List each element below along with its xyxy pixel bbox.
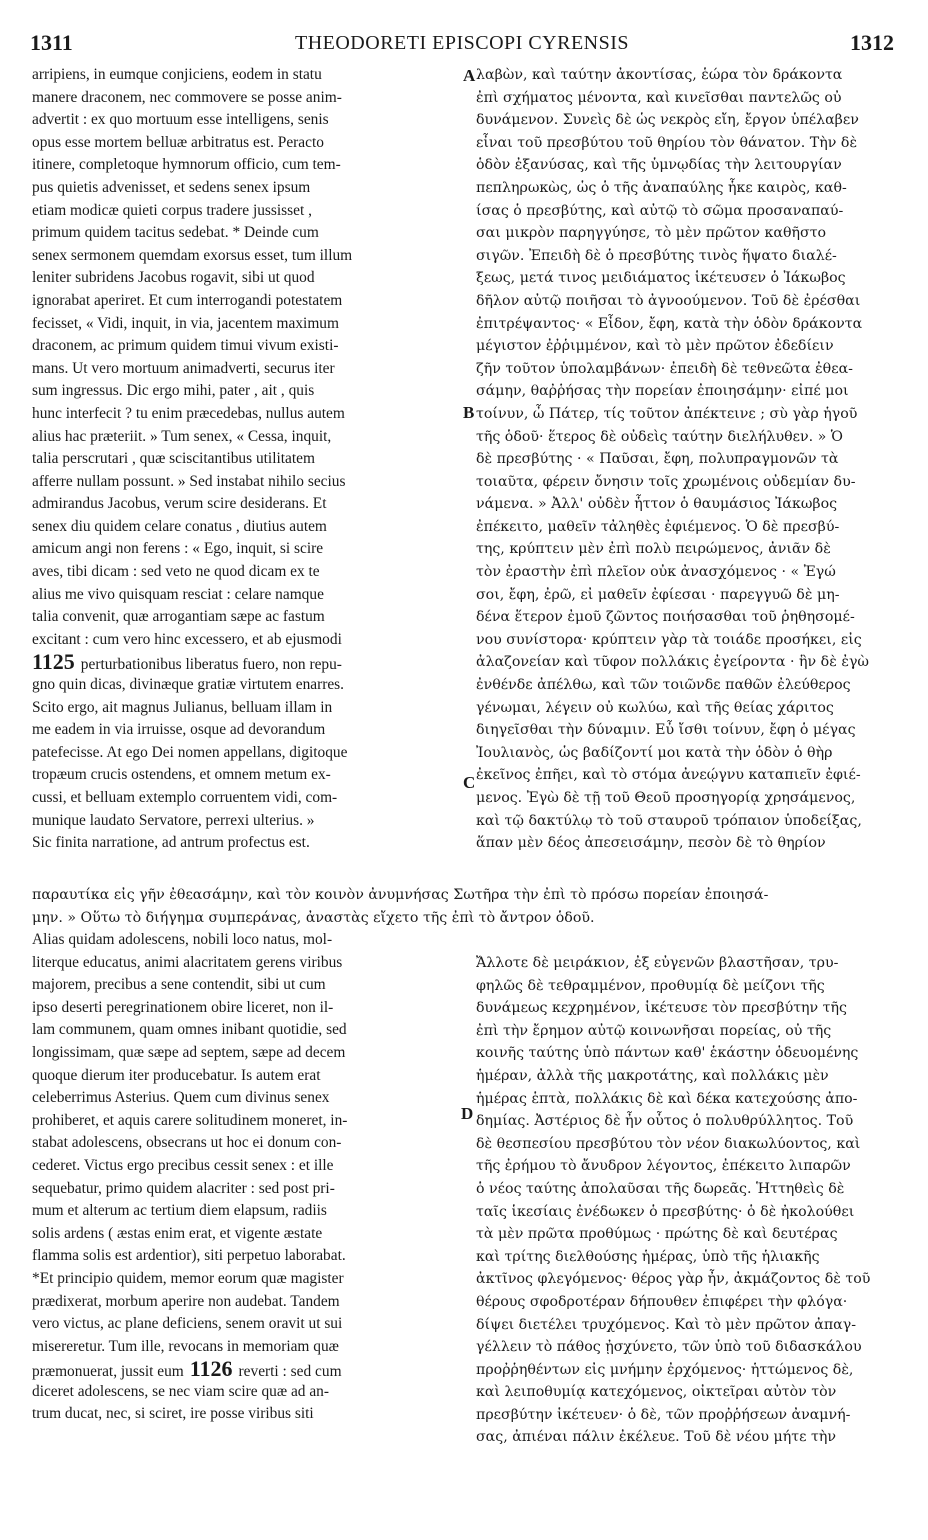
greek-line: ἡμέρας ἑπτὰ, πολλάκις δὲ καὶ δέκα κατεχούσης ἀπο- <box>476 1090 858 1107</box>
latin-column-bottom <box>32 929 460 1426</box>
latin-line: cussi, et belluam extemplo corruentem vidi, com- <box>32 789 338 806</box>
latin-line: *Et principio quidem, memor eorum quæ magister <box>32 1269 344 1287</box>
latin-line: talia perscrutari , quæ sciscitantibus utilitatem <box>32 450 315 468</box>
page-header <box>30 30 894 56</box>
greek-line: δένα ἕτερον ἐμοῦ ζῶντος ποιήσασθαι τοῦ ῥηθησομέ- <box>476 609 855 626</box>
latin-line: draconem, ac primum quidem timui vivum existi- <box>32 337 339 355</box>
greek-line: νάμενα. » Ἀλλ' οὐδὲν ἧττον ὁ θαυμάσιος Ἰάκωβος <box>476 496 838 513</box>
greek-line: Ἰουλιανὸς, ὡς βαδίζοντί μοι κατὰ τὴν ὁδὸν ὁ θὴρ <box>476 744 833 761</box>
running-title: THEODORETI EPISCOPI CYRENSIS <box>294 32 630 54</box>
greek-line: καὶ τρίτης διελθούσης ἡμέρας, ὑπὸ τῆς ἡλιακῆς <box>476 1248 820 1265</box>
latin-line: leniter subridens Jacobus rogavit, sibi ut quod <box>32 269 315 287</box>
latin-line: hunc interfecit ? tu enim præcedebas, nullus autem <box>32 404 345 422</box>
greek-line: τῆς ἐρήμου τὸ ἄνυδρον λέγοντος, ἐπέκειτο λιπαρῶν <box>476 1158 851 1175</box>
greek-line: ίσας ὁ πρεσβύτης, καὶ αὐτῷ τὸ σῶμα προσαναπαύ- <box>476 202 844 219</box>
latin-line: alius me vivo quisquam resciat : celare namque <box>32 585 324 603</box>
latin-line: Alias quidam adolescens, nobili loco natus, mol- <box>32 931 333 948</box>
greek-line: ἐπέκειτο, μαθεῖν τἀληθὲς ἐφιέμενος. Ὁ δὲ πρεσβύ- <box>476 518 840 535</box>
latin-line: quoque dierum iter producebatur. Is autem erat <box>32 1066 321 1084</box>
greek-line: μενος. Ἐγὼ δὲ τῇ τοῦ Θεοῦ προσηγορίᾳ χρησάμενος, <box>476 790 856 806</box>
latin-line: arripiens, in eumque conjiciens, eodem in statu <box>32 66 322 83</box>
latin-line: opus esse mortem belluæ arbitratus est. Peracto <box>32 133 324 151</box>
greek-line: σας, ἀπιέναι πάλιν ἐκέλευε. Τοῦ δὲ νέου μήτε τὴν <box>476 1429 836 1446</box>
latin-line: diceret adolescens, se nec viam scire quæ ad an- <box>32 1382 329 1400</box>
greek-line: εἶναι τοῦ πρεσβύτου τοῦ θηρίου τὸν θάνατον. Τὴν δὲ <box>476 134 858 151</box>
greek-line: πεπληρωκὼς, ὡς ὁ τῆς ἀναπαύλης ἧκε καιρὸς, καθ- <box>476 179 847 196</box>
latin-line: manere draconem, nec commovere se posse anim- <box>32 88 342 106</box>
greek-line: δίψει διετέλει τρυχόμενος. Καὶ τὸ μὲν πρῶτον ἀπαγ- <box>476 1316 857 1333</box>
latin-line: patefecisse. At ego Dei nomen appellans, digitoque <box>32 743 348 761</box>
greek-line: πρεσβύτην ἱκέτευεν· ὁ δὲ, τῶν προῤῥήσεων ἀναμνή- <box>476 1406 851 1423</box>
page-number-right: 1312 <box>850 30 894 55</box>
greek-line: δυνάμεως κεχρημένον, ἱκέτευσε τὸν πρεσβύτην τῆς <box>476 1000 847 1017</box>
greek-line: καὶ τῷ δακτύλῳ τὸ τοῦ σταυροῦ τρόπαιον ὑποδείξας, <box>476 812 862 829</box>
latin-line: fecisset, « Vidi, inquit, in via, jacentem maximum <box>32 314 339 332</box>
latin-line: aves, tibi dicam : sed veto ne quod dicam ex te <box>32 563 320 581</box>
greek-line: της, κρύπτειν μὲν ἐπὶ πολὺ πειρώμενος, ἀνιᾶν δὲ <box>476 541 831 558</box>
greek-line: ἐνθένδε ἀπέλθω, καὶ τῶν τοιῶνδε παθῶν ἐλεύθερος <box>476 677 851 694</box>
latin-line: mum et alterum ac tertium diem elapsum, radiis <box>32 1202 327 1220</box>
greek-line: μέγιστον ἐῤῥιμμένον, καὶ τὸ μὲν πρῶτον ἐδεδίειν <box>476 338 834 355</box>
latin-line: pus quietis advenisset, et sedens senex ipsum <box>32 178 311 196</box>
section-marker-a: A <box>463 66 476 85</box>
latin-line: misereretur. Tum ille, revocans in memoriam quæ <box>32 1337 339 1355</box>
section-marker-b: B <box>463 403 475 422</box>
latin-line: me eadem in via irruisse, osque ad devorandum <box>32 721 326 739</box>
latin-line: etiam modicæ quieti corpus tradere jussisset , <box>32 201 312 219</box>
latin-line: prædixerat, morbum aperire non audebat. Tandem <box>32 1292 340 1310</box>
greek-line: λαβὼν, καὶ ταύτην ἀκοντίσας, ἑώρα τὸν δράκοντα <box>476 67 843 83</box>
latin-line: talia convenit, quæ arrogantiam sæpe ac fastum <box>32 608 325 626</box>
latin-line: longissimam, quæ sæpe ad septem, sæpe ad decem <box>32 1043 346 1061</box>
latin-line: celeberrimus Asterius. Quem cum divinus senex <box>32 1089 330 1107</box>
greek-line: δημίας. Ἀστέριος δὲ ἦν οὗτος ὁ πολυθρύλλητος. Τοῦ <box>476 1113 854 1130</box>
greek-column-top <box>476 64 896 855</box>
greek-line: τοιαῦτα, φέρειν ὄνησιν τοῖς χρωμένοις οὐδεμίαν δυ- <box>476 473 856 490</box>
greek-line: τὸν ἐραστὴν ἐπὶ πλεῖον οὐκ ἀνασχόμενος · « Ἐγώ <box>476 564 836 581</box>
greek-line: ἐκεῖνος ἐπῆει, καὶ τὸ στόμα ἀνεῴγνυ καταπιεῖν ἐφιέ- <box>476 767 861 784</box>
latin-line: cederet. Victus ergo precibus cessit senex : et ille <box>32 1156 334 1174</box>
greek-spanning-lines <box>32 884 896 929</box>
greek-line: ξεως, μετά τινος μειδιάματος ἱκέτευσεν ὁ Ἰάκωβος <box>476 270 846 287</box>
greek-line: δῆλον αὐτῷ ποιῆσαι τὸ ἀγνοούμενον. Τοῦ δὲ ἐρέσθαι <box>476 292 861 309</box>
column-number-1126: 1126 <box>189 1358 233 1381</box>
greek-line: Ἄλλοτε δὲ μειράκιον, ἐξ εὐγενῶν βλαστῆσαν, τρυ- <box>476 955 839 971</box>
greek-line: ἀκτῖνος φλεγόμενος· θέρος γὰρ ἦν, ἀκμάζοντος δὲ τοῦ <box>476 1271 871 1288</box>
greek-line: σοι, ἔφη, ἐρῶ, εἰ μαθεῖν ἐφίεσαι · παρεγγυῶ δὲ μη- <box>476 586 840 603</box>
greek-line: σάμην, θαῤῥήσας τὴν πορείαν ἐποιησάμην· εἰπέ μοι <box>476 383 849 400</box>
greek-line: καὶ λειποθυμίᾳ κατεχόμενος, οἰκτεῖραι αὐτὸν τὸν <box>476 1384 837 1401</box>
latin-line: majorem, precibus a sene contendit, sibi ut cum <box>32 976 326 994</box>
greek-line: κοινῆς ταύτης ὑπὸ πάντων καθ' ἑκάστην ὁδευομένης <box>476 1045 859 1062</box>
latin-line: sequebatur, primo quidem alacriter : sed post pri- <box>32 1179 335 1197</box>
latin-column-top <box>32 64 460 855</box>
latin-line: vero victus, ac plane deficiens, senem oravit ut sui <box>32 1315 343 1333</box>
greek-span-line: μην. » Οὕτω τὸ διήγημα συμπεράνας, ἀναστὰς εἴχετο τῆς ἐπὶ τὸ ἄντρον ὁδοῦ. <box>32 909 595 926</box>
page-number-left: 1311 <box>30 30 73 55</box>
greek-line: ἐπιτρέψαντος· « Εἶδον, ἔφη, κατὰ τὴν ὁδὸν δράκοντα <box>476 315 863 332</box>
latin-line-tail: reverti : sed cum <box>238 1363 342 1381</box>
greek-line: τῆς ὁδοῦ· ἕτερος δὲ οὐδεὶς ταύτην διελήλυθεν. » Ὁ <box>476 428 843 445</box>
greek-line: τὰ μὲν πρῶτα προθύμως · πρώτης δὲ καὶ δευτέρας <box>476 1226 838 1243</box>
greek-line: προῤῥηθέντων εἰς μνήμην ἐρχόμενος· ἡττώμενος δὲ, <box>476 1361 854 1378</box>
greek-span-line: παραυτίκα εἰς γῆν ἐθεασάμην, καὶ τὸν κοινὸν ἀνυμνήσας Σωτῆρα τὴν ἐπὶ τὸ πρόσω πορείαν ἐποιησά- <box>32 887 769 903</box>
latin-line: lam communem, quam omnes inibant quotidie, sed <box>32 1021 347 1039</box>
greek-line: ἡμέραν, ἀλλὰ τῆς μακροτάτης, καὶ πολλάκις μὲν <box>476 1067 829 1084</box>
latin-line: primum quidem tacitus sedebat. * Deinde cum <box>32 224 319 242</box>
latin-line: stabat adolescens, obsecrans ut hoc ei donum con- <box>32 1134 342 1152</box>
latin-line: tropæum crucis ostendens, et omnem metum ex- <box>32 766 331 784</box>
latin-line: gno quin dicas, divinæque gratiæ virtutem enarres. <box>32 676 345 694</box>
latin-line: munique laudato Servatore, perrexi ulterius. » <box>32 811 315 829</box>
greek-line: θέρους σφοδροτέραν δήπουθεν ἐπιφέρει τὴν φλόγα· <box>476 1293 848 1310</box>
greek-line: δὲ θεσπεσίου πρεσβύτου τὸν νέον διακωλύοντος, καὶ <box>476 1135 861 1152</box>
greek-line: τοίνυν, ὦ Πάτερ, τίς τοῦτον ἀπέκτεινε ; σὺ γὰρ ἡγοῦ <box>476 405 858 422</box>
greek-column-bottom <box>476 952 896 1449</box>
section-marker-d: D <box>461 1104 474 1123</box>
greek-line: νου συνίστορα· κρύπτειν γὰρ τὰ τοιάδε προσήκει, εἰς <box>476 631 862 648</box>
greek-line: δυνάμενον. Συνεὶς δὲ ὡς νεκρὸς εἴη, ἔργον ὑπέλαβεν <box>476 112 859 129</box>
greek-line: δὲ πρεσβύτης · « Παῦσαι, ἔφη, πολυπραγμονῶν τὰ <box>476 451 839 468</box>
latin-line: alius hac præteriit. » Tum senex, « Cessa, inquit, <box>32 427 332 445</box>
greek-line: ζῆν τοῦτον ὑπολαμβάνων· ἐπειδὴ δὲ τεθνεῶτα ἐθεα- <box>476 360 853 377</box>
greek-line: ἐπὶ τὴν ἔρημον αὐτῷ κοινωνῆσαι πορείας, οὐ τῆς <box>476 1022 832 1039</box>
latin-line: advertit : ex quo mortuum esse intelligens, senis <box>32 111 329 129</box>
latin-line: Scito ergo, ait magnus Julianus, belluam illam in <box>32 698 333 716</box>
latin-line: præmonuerat, jussit eum 1126 reverti : sed cum <box>32 1358 342 1381</box>
latin-line: 1125 perturbationibus liberatus fuero, non repu- <box>32 651 342 675</box>
latin-line: admirandus Jacobus, verum scire desiderans. Et <box>32 495 327 513</box>
latin-line: Sic finita narratione, ad antrum profectus est. <box>32 834 310 852</box>
latin-line: senex sermonem quemdam exorsus esset, tum illum <box>32 246 353 264</box>
greek-line: φηλῶς δὲ τεθραμμένον, προθυμίᾳ δὲ μείζονι τῆς <box>476 977 825 994</box>
latin-line: afferre nullam possunt. » Sed instabat nihilo secius <box>32 472 346 490</box>
greek-line: σαι μικρὸν παρηγγύησε, τὸ μὲν πρῶτον καθῆστο <box>476 225 827 242</box>
latin-line: literque educatus, animi alacritatem gerens viribus <box>32 953 343 971</box>
latin-line: mans. Ut vero mortuum animadverti, securus iter <box>32 359 335 377</box>
section-marker-c: C <box>463 773 476 792</box>
greek-line: ἀλαζονείαν καὶ τῦφον πολλάκις ἐγείροντα · ἣν δὲ ἐγὼ <box>476 654 869 671</box>
latin-line: senex diu quidem celare conatus , diutius autem <box>32 517 327 535</box>
greek-line: ὁδὸν ἐξανύσας, καὶ τῆς ὑμνῳδίας τὴν λειτουργίαν <box>476 157 842 174</box>
latin-line: ipso deserti peregrinationem obire liceret, non il- <box>32 998 334 1016</box>
latin-line: flamma solis est ardentior), siti perpetuo laborabat. <box>32 1247 346 1265</box>
greek-line: ἅπαν μὲν δέος ἀπεσεισάμην, πεσὸν δὲ τὸ θηρίον <box>476 835 826 852</box>
latin-line: prohiberet, et aquis carere solitudinem moneret, in- <box>32 1111 348 1129</box>
greek-line: σιγῶν. Ἐπειδὴ δὲ ὁ πρεσβύτης τινὸς ἥψατο διαλέ- <box>476 247 837 264</box>
greek-line: ἐπὶ σχήματος μένοντα, καὶ κινεῖσθαι παντελῶς οὐ <box>476 89 842 106</box>
greek-line: γέλλειν τὸ πάθος ᾐσχύνετο, τῶν ὑπὸ τοῦ διδασκάλου <box>476 1339 862 1356</box>
latin-line: trum ducat, nec, si sciret, ire posse viribus siti <box>32 1405 314 1423</box>
latin-line: ignorabat aperiret. Et cum interrogandi potestatem <box>32 291 343 309</box>
latin-line: amicum angi non ferens : « Ego, inquit, si scire <box>32 540 324 558</box>
greek-line: ὁ νέος ταύτης ἀπολαῦσαι τῆς δωρεᾶς. Ἡττηθεὶς δὲ <box>476 1180 845 1197</box>
latin-line: solis ardens ( æstas enim erat, et vigente æstate <box>32 1224 323 1242</box>
latin-line: sum ingressus. Dic ergo mihi, pater , ait , quis <box>32 382 315 400</box>
latin-line: itinere, completoque hymnorum officio, cum tem- <box>32 156 341 174</box>
column-number-1125: 1125 <box>32 651 75 675</box>
greek-line: διηγεῖσθαι τὴν δύναμιν. Εὖ ἴσθι τοίνυν, ἔφη ὁ μέγας <box>476 722 856 739</box>
greek-line: γένωμαι, λέγειν οὐ κωλύω, καὶ τῆς θείας χάριτος <box>476 699 834 716</box>
greek-line: ταῖς ἱκεσίαις ἐνέδωκεν ὁ πρεσβύτης· ὁ δὲ ἠκολούθει <box>476 1203 855 1220</box>
latin-line: excitant : cum vero hinc excessero, et ab ejusmodi <box>32 630 342 648</box>
